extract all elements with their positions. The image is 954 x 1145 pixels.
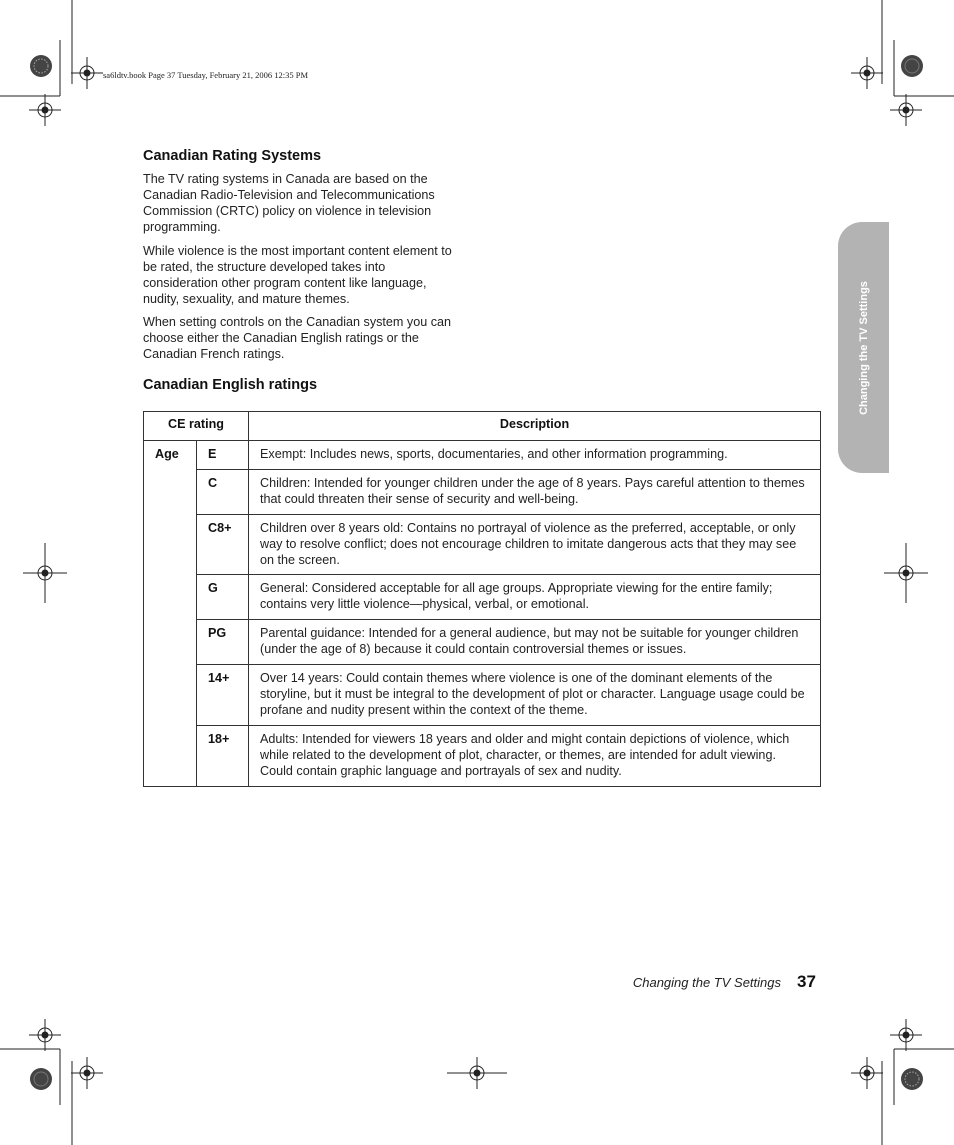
ratings-table [143,411,821,787]
table-row [144,665,821,726]
section-heading-english-ratings: Canadian English ratings [143,377,318,393]
col-header-description: Description [249,412,821,441]
paragraph-1: The TV rating systems in Canada are based on the Canadian Radio-Television and Telecommunications Commission (CRTC) policy on violence in television programming. [143,172,435,234]
rating-code: E [197,441,249,470]
table-row [144,620,821,665]
rating-code: 14+ [197,665,249,726]
table-row [144,725,821,786]
chapter-side-tab [838,222,889,473]
table-row [144,441,821,470]
rating-description: Adults: Intended for viewers 18 years and older and might contain depictions of violence, which while related to the development of plot, character, or themes, are intended for adult viewing. Could contain graphic language and portrayals of sex and nudity. [249,725,821,786]
rating-description: General: Considered acceptable for all age groups. Appropriate viewing for the entire family; contains very little violence—physical, verbal, or emotional. [249,575,821,620]
print-header-note: sa6ldtv.book Page 37 Tuesday, February 21, 2006 12:35 PM [103,70,309,80]
rating-code: C8+ [197,514,249,575]
paragraph-3: When setting controls on the Canadian system you can choose either the Canadian English ratings or the Canadian French ratings. [143,315,452,361]
table-header-row [144,412,821,441]
rating-description: Children over 8 years old: Contains no portrayal of violence as the preferred, acceptable, or only way to resolve conflict; does not encourage children to imitate dangerous acts that they may see on the screen. [249,514,821,575]
rating-description: Parental guidance: Intended for a general audience, but may not be suitable for younger children (under the age of 8) because it could contain controversial themes or issues. [249,620,821,665]
rating-description: Over 14 years: Could contain themes where violence is one of the dominant elements of the storyline, but it must be integral to the development of plot or character. Language usage could be profane and nudity present within the context of the theme. [249,665,821,726]
rating-code: PG [197,620,249,665]
rating-code: 18+ [197,725,249,786]
rating-group-label: Age [144,441,197,787]
rating-code: G [197,575,249,620]
page-number: 37 [797,972,816,991]
rating-description: Exempt: Includes news, sports, documentaries, and other information programming. [249,441,821,470]
paragraph-2: While violence is the most important content element to be rated, the structure developed takes into consideration other program content like language, nudity, sexuality, and mature themes. [143,244,452,306]
table-row [144,469,821,514]
table-row [144,514,821,575]
rating-description: Children: Intended for younger children under the age of 8 years. Pays careful attention to themes that could threaten their sense of security and well-being. [249,469,821,514]
chapter-side-tab-label: Changing the TV Settings [857,280,870,415]
table-row [144,575,821,620]
rating-code: C [197,469,249,514]
footer-chapter-title: Changing the TV Settings [632,975,781,990]
section-heading-rating-systems: Canadian Rating Systems [143,148,322,164]
col-header-ce-rating: CE rating [144,412,249,441]
